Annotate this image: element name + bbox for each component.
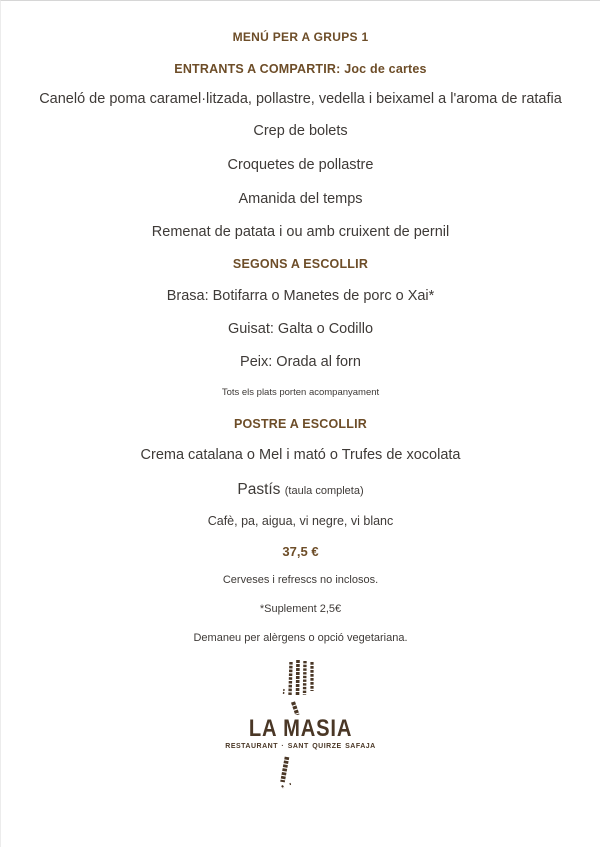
logo-tagline: RESTAURANT · SANT QUIRZE SAFAJA bbox=[225, 743, 376, 750]
special-name: Pastís bbox=[237, 481, 281, 498]
footnote: Cerveses i refrescs no inclosos. bbox=[222, 574, 379, 586]
menu-item: Crep de bolets bbox=[253, 123, 348, 139]
fork-handle-icon bbox=[275, 756, 293, 789]
special-qualifier: (taula completa) bbox=[284, 485, 364, 497]
restaurant-logo bbox=[225, 659, 375, 789]
section-heading-seconds: SEGONS A ESCOLLIR bbox=[232, 257, 369, 271]
fork-tines-icon bbox=[282, 659, 322, 715]
menu-item: Guisat: Galta o Codillo bbox=[227, 321, 374, 337]
included-drinks: Cafè, pa, aigua, vi negre, vi blanc bbox=[207, 514, 394, 528]
menu-item: Brasa: Botifarra o Manetes de porc o Xai* bbox=[166, 288, 435, 304]
menu-item: Caneló de poma caramel·litzada, pollastre, vedella i beixamel a l'aroma de ratafia bbox=[39, 91, 562, 107]
section-heading-starters: ENTRANTS A COMPARTIR: Joc de cartes bbox=[174, 62, 427, 76]
menu-item: Peix: Orada al forn bbox=[240, 354, 361, 370]
menu-price: 37,5 € bbox=[282, 544, 319, 559]
menu-item: Crema catalana o Mel i mató o Trufes de xocolata bbox=[140, 447, 461, 463]
menu-title: MENÚ PER A GRUPS 1 bbox=[232, 30, 369, 44]
footnote: Demaneu per alèrgens o opció vegetariana. bbox=[193, 632, 408, 644]
menu-item: Remenat de patata i ou amb cruixent de pernil bbox=[151, 224, 450, 240]
seconds-note: Tots els plats porten acompanyament bbox=[221, 387, 380, 398]
footnote: *Suplement 2,5€ bbox=[259, 603, 342, 615]
menu-item: Croquetes de pollastre bbox=[227, 157, 374, 173]
menu-item-special bbox=[237, 480, 363, 501]
section-heading-desserts: POSTRE A ESCOLLIR bbox=[233, 417, 368, 431]
logo-wordmark: LA MASIA bbox=[248, 715, 353, 742]
menu-page bbox=[1, 1, 600, 847]
menu-item: Amanida del temps bbox=[238, 191, 363, 207]
